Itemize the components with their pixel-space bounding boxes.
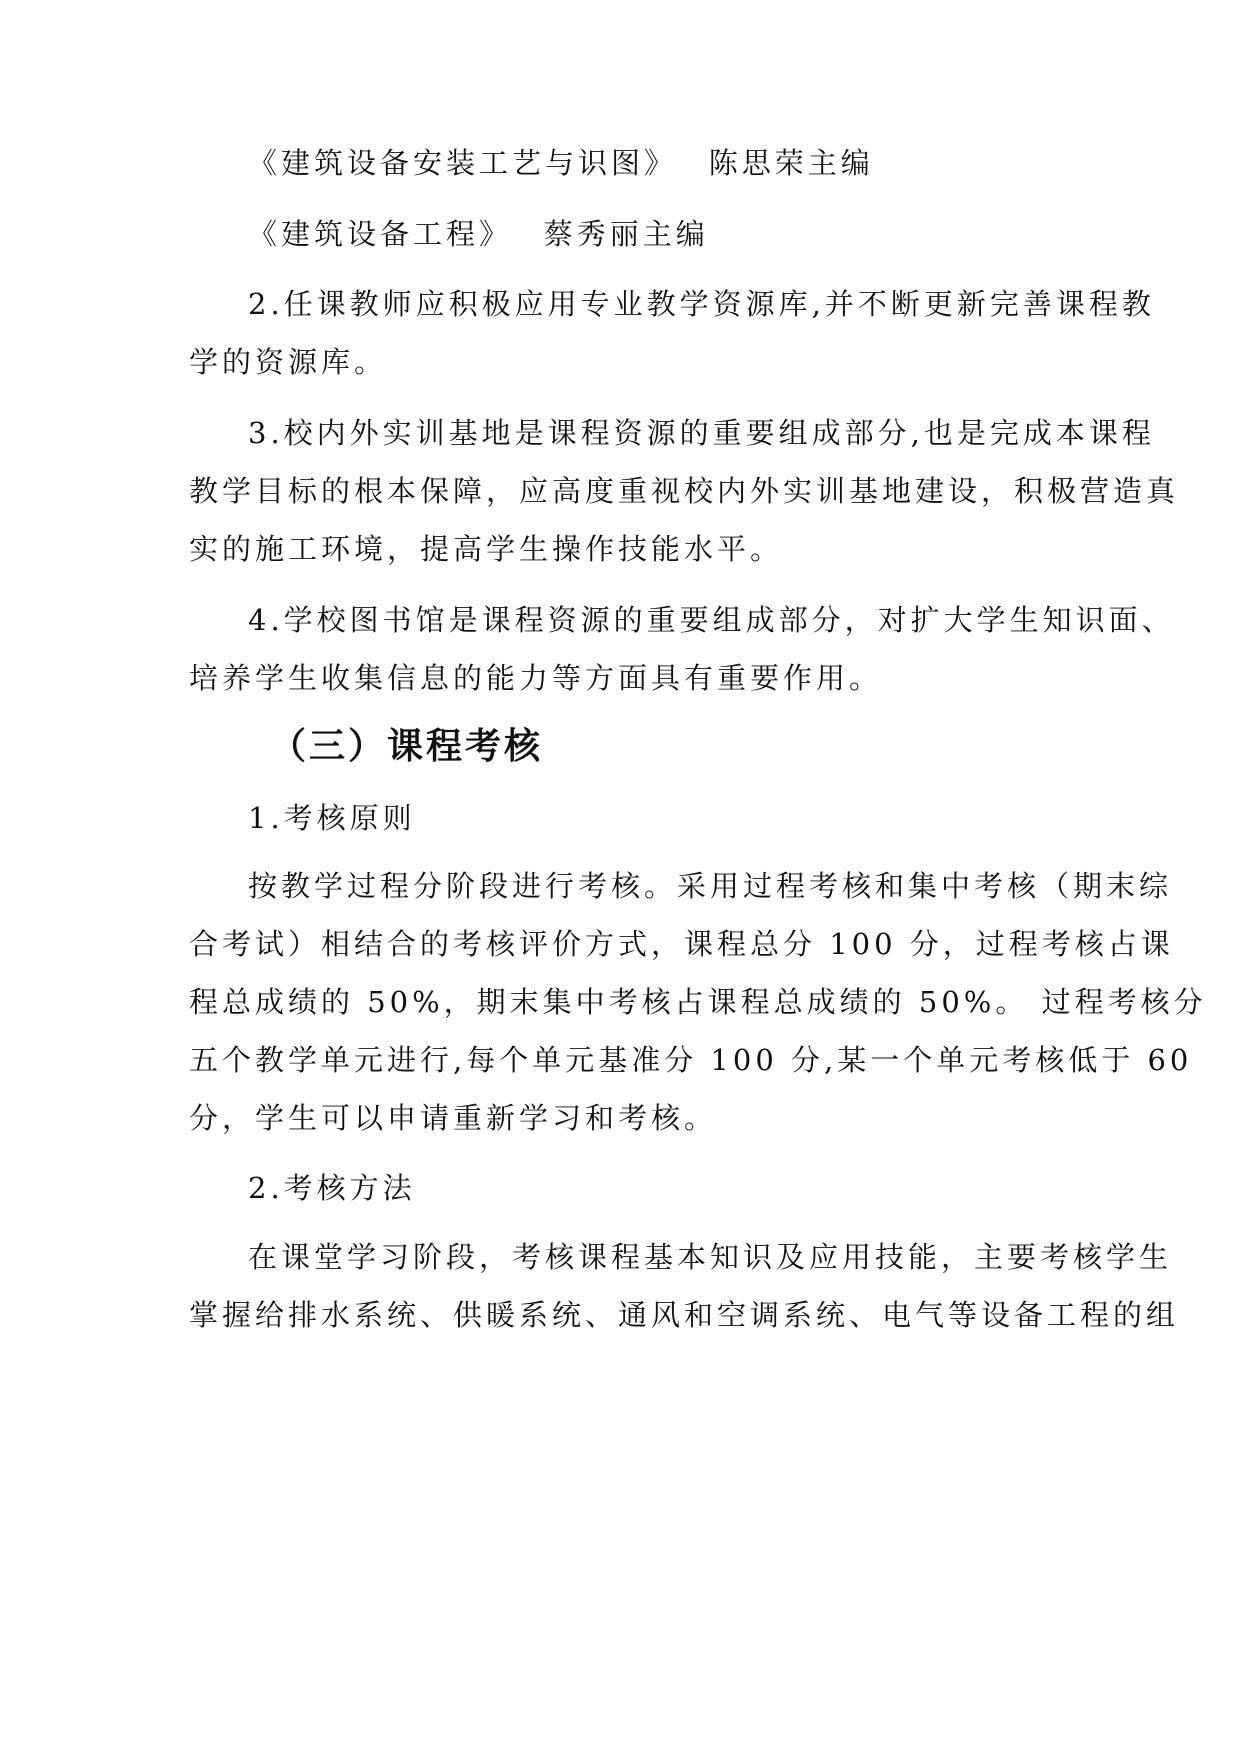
paragraph-4-line-2: 培养学生收集信息的能力等方面具有重要作用。: [189, 661, 883, 695]
section-heading: （三）课程考核: [270, 726, 544, 767]
subsection-1-title: 1.考核原则: [248, 801, 416, 835]
subsection-1-line-5: 分，学生可以申请重新学习和考核。: [189, 1101, 718, 1135]
subsection-1-line-1: 按教学过程分阶段进行考核。采用过程考核和集中考核（期末综: [248, 869, 1173, 903]
paragraph-3-line-3: 实的施工环境，提高学生操作技能水平。: [189, 532, 784, 566]
paragraph-2-line-1: 2.任课教师应积极应用专业教学资源库,并不断更新完善课程教: [248, 287, 1155, 321]
book-reference-1: 《建筑设备安装工艺与识图》 陈思荣主编: [248, 146, 874, 180]
paragraph-3-line-2: 教学目标的根本保障，应高度重视校内外实训基地建设，积极营造真: [189, 474, 1180, 508]
paragraph-2-line-2: 学的资源库。: [189, 345, 388, 379]
subsection-2-line-1: 在课堂学习阶段，考核课程基本知识及应用技能，主要考核学生: [248, 1240, 1173, 1274]
paragraph-4-line-1: 4.学校图书馆是课程资源的重要组成部分，对扩大学生知识面、: [248, 603, 1175, 637]
paragraph-3-line-1: 3.校内外实训基地是课程资源的重要组成部分,也是完成本课程: [248, 416, 1155, 450]
book-reference-2: 《建筑设备工程》 蔡秀丽主编: [248, 217, 709, 251]
subsection-1-line-4: 五个教学单元进行,每个单元基准分 100 分,某一个单元考核低于 60: [189, 1043, 1193, 1077]
subsection-1-line-2: 合考试）相结合的考核评价方式，课程总分 100 分，过程考核占课: [189, 927, 1174, 961]
subsection-1-line-3: 程总成绩的 50%，期末集中考核占课程总成绩的 50%。 过程考核分: [189, 985, 1207, 1019]
subsection-2-title: 2.考核方法: [248, 1171, 416, 1205]
subsection-2-line-2: 掌握给排水系统、供暖系统、通风和空调系统、电气等设备工程的组: [189, 1298, 1180, 1332]
